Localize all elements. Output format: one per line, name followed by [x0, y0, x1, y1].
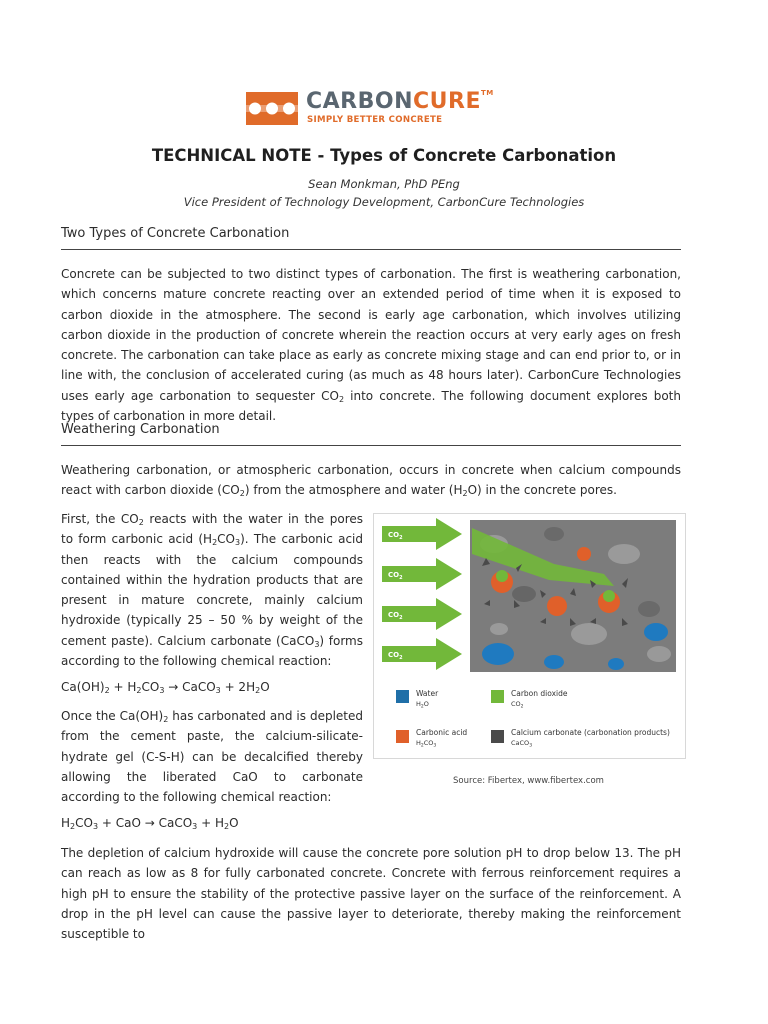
text: CO — [217, 532, 235, 547]
eq-text: CaCO — [158, 816, 193, 830]
svg-text:CO2: $CO_2$ — [511, 700, 524, 710]
text: ). The carbonic acid then reacts with the calcium compounds contained within the hydration products that are present in mature concrete, mainly calcium hydroxide (typically 25 – 50 % by weight of the cement paste). Calcium carbonate (CaCO — [61, 532, 363, 648]
co2-arrows — [382, 518, 462, 670]
figure-source-caption: Source: Fibertex, www.fibertex.com — [453, 776, 604, 786]
eq-text: + 2H — [220, 680, 256, 694]
reaction-arrow: → — [144, 816, 159, 830]
reaction-arrow: → — [164, 680, 183, 694]
subscript: 3 — [235, 538, 241, 548]
svg-text:H2O: $H_2O$ — [416, 700, 429, 710]
svg-text:Water: Water — [416, 689, 439, 698]
legend-carbon-dioxide — [491, 689, 568, 710]
svg-text:Carbon dioxide: Carbon dioxide — [511, 689, 568, 698]
logo-trademark: TM — [480, 89, 494, 97]
subscript: 2 — [239, 489, 245, 499]
figure-legend — [396, 689, 670, 749]
author-name: Sean Monkman, PhD PEng — [308, 177, 460, 191]
text: ) from the atmosphere and water (H — [244, 483, 463, 498]
chemical-equation-2 — [61, 816, 239, 830]
logo-word-cure: CURE — [413, 89, 481, 114]
intro-text: Concrete can be subjected to two distinct types of carbonation. The first is weathering carbonation, which concerns mature concrete reacting over an extended period of time when it is exposed to carbon dioxide in the atmosphere. The second is early age carbonation, which involves utilizing carbon dioxide in the production of concrete wherein the reaction occurs at very early ages on fresh concrete. The carbonation can take place as early as concrete mixing stage and can end prior to, or in line with, the conclusion of accelerated curing (as much as 48 hours later). CarbonCure Technologies uses early age carbonation to sequester CO — [61, 267, 681, 403]
carboncure-logo-mark — [246, 92, 298, 125]
svg-text:CO2: $CO_2$ — [388, 611, 403, 621]
document-title: TECHNICAL NOTE - Types of Concrete Carbonation — [151, 146, 617, 165]
weathering-paragraph-1 — [61, 460, 681, 501]
section-divider — [61, 249, 681, 250]
svg-text:CO2: $CO_2$ — [388, 651, 403, 661]
eq-text: + H — [109, 680, 137, 694]
subscript: 2 — [136, 686, 142, 695]
weathering-paragraph-2 — [61, 509, 363, 671]
text: Once the Ca(OH) — [61, 709, 164, 723]
svg-text:CaCO3: CaCO$_3$ — [511, 739, 533, 749]
svg-text:Calcium carbonate (carbonation: Calcium carbonate (carbonation products) — [511, 728, 670, 737]
text: has carbonated and is depleted from the cement paste, the calcium-silicate-hydrate gel (C-S-H) can be decalcified thereby allowing the liberated CaO to carbonate according to the following chemical reaction: — [61, 709, 363, 805]
carbonation-figure — [373, 513, 686, 759]
eq-text: H — [61, 816, 71, 830]
section-heading-two-types: Two Types of Concrete Carbonation — [61, 226, 290, 241]
legend-calcium-carbonate — [491, 728, 670, 749]
eq-text: + CaO — [98, 816, 145, 830]
chemical-equation-1 — [61, 680, 270, 694]
subscript: 3 — [159, 686, 165, 695]
svg-text:Carbonic acid: Carbonic acid — [416, 728, 468, 737]
subscript: 2 — [255, 686, 261, 695]
subscript: 3 — [92, 822, 99, 831]
co2-arrow — [382, 518, 462, 550]
svg-text:CO2: $CO_2$ — [388, 531, 403, 541]
text: First, the CO — [61, 512, 139, 526]
eq-text: CO — [75, 816, 93, 830]
subscript: 2 — [338, 394, 345, 404]
carbonation-diagram — [374, 514, 685, 758]
subscript: 2 — [104, 686, 110, 695]
subscript: 2 — [138, 518, 144, 527]
eq-text: CaCO — [182, 680, 216, 694]
subscript: 2 — [212, 538, 218, 548]
subscript: 3 — [314, 639, 320, 649]
subscript: 2 — [462, 489, 468, 499]
svg-text:CO2: $CO_2$ — [388, 571, 403, 581]
weathering-paragraph-3 — [61, 706, 363, 807]
section-divider — [61, 445, 681, 446]
eq-text: O — [229, 816, 239, 830]
section-heading-weathering: Weathering Carbonation — [61, 422, 220, 437]
subscript: 2 — [163, 715, 169, 724]
subscript: 2 — [223, 822, 230, 831]
author-role: Vice President of Technology Development, CarbonCure Technologies — [183, 195, 585, 209]
intro-text: into concrete. The following document explores both types of carbonation in more detail. — [61, 388, 681, 424]
subscript: 2 — [70, 822, 76, 831]
subscript: 3 — [192, 822, 198, 831]
co2-arrow — [382, 638, 462, 670]
text: Weathering carbonation, or atmospheric carbonation, occurs in concrete when calcium compounds react with carbon dioxide (CO — [61, 463, 681, 498]
co2-arrow — [382, 558, 462, 590]
eq-text: CO — [141, 680, 160, 694]
logo-tagline: SIMPLY BETTER CONCRETE — [307, 115, 443, 125]
svg-text:H2CO3: $H_2CO_3$ — [416, 739, 437, 749]
logo-wordmark — [306, 89, 494, 114]
carboncure-logo — [246, 89, 496, 128]
legend-carbonic-acid — [396, 728, 467, 749]
text: reacts with the water in the pores to form carbonic acid (H — [61, 512, 364, 547]
eq-text: O — [260, 680, 270, 694]
weathering-paragraph-4: The depletion of calcium hydroxide will cause the concrete pore solution pH to drop below 13. The pH can reach as low as 8 for fully carbonated concrete. Concrete with ferrous reinforcement requires a high pH to ensure the stability of the protective passive layer on the surface of the reinforcement. A drop in the pH level can cause the passive layer to deteriorate, thereby making the reinforcement susceptible to — [61, 846, 681, 942]
subscript: 3 — [215, 686, 221, 695]
text: O) in the concrete pores. — [467, 483, 617, 498]
text: ) forms according to the following chemical reaction: — [61, 633, 363, 669]
eq-text: + H — [197, 816, 224, 830]
eq-text: Ca(OH) — [61, 680, 105, 694]
logo-word-carbon: CARBON — [306, 89, 413, 114]
legend-water — [396, 689, 439, 710]
intro-paragraph — [61, 264, 681, 426]
co2-arrow — [382, 598, 462, 630]
